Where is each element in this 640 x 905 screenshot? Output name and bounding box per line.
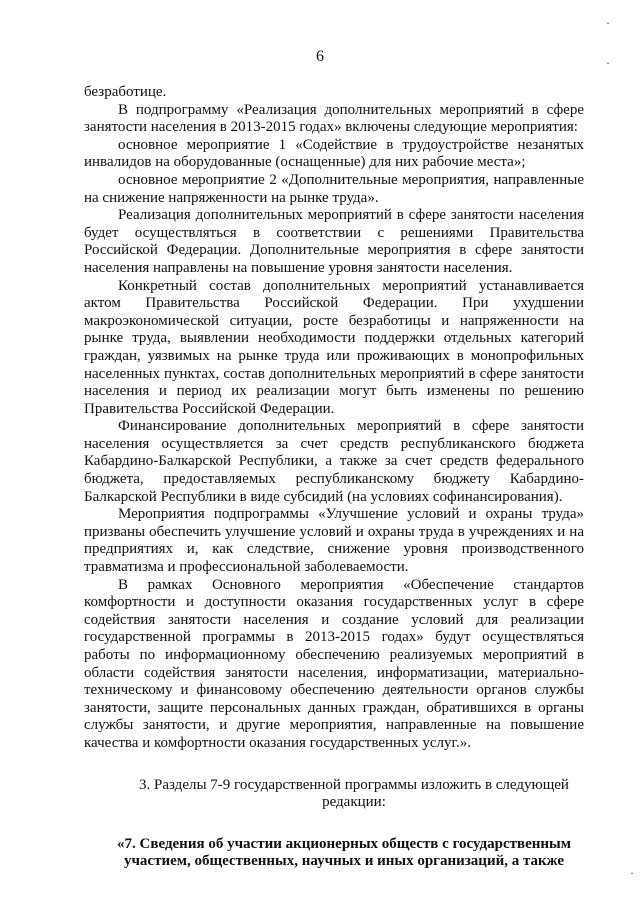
margin-mark: · bbox=[630, 866, 634, 880]
paragraph: основное мероприятие 2 «Дополнительные мероприятия, направленные на снижение напряженности на рынке труда». bbox=[84, 171, 584, 206]
page-number: 6 bbox=[316, 48, 324, 65]
document-body bbox=[84, 84, 584, 871]
paragraph: Конкретный состав дополнительных мероприятий устанавливается актом Правительства Российской Федерации. При ухудшении макроэкономической ситуации, росте безработицы и напряженности на рынке труда, выявлении необходимости поддержки отдельных категорий граждан, уязвимых на рынке труда или проживающих в монопрофильных населенных пунктах, состав дополнительных мероприятий в сфере занятости населения и период их реализации могут быть изменены по решению Правительства Российской Федерации. bbox=[84, 277, 584, 417]
paragraph: В рамках Основного мероприятия «Обеспечение стандартов комфортности и доступности оказания государственных услуг в сфере содействия занятости населения и создание условий для реализации государственной программы в 2013-2015 годах» будут осуществляться работы по информационному обеспечению реализуемых мероприятий в области содействия занятости населения, информатизации, материально-техническому и финансовому обеспечению деятельности органов службы занятости, защите персональных данных граждан, обратившихся в органы службы занятости, и другие мероприятия, направленные на повышение качества и комфортности оказания государственных услуг.». bbox=[84, 576, 584, 751]
paragraph: Реализация дополнительных мероприятий в сфере занятости населения будет осуществляться в соответствии с решениями Правительства Российской Федерации. Дополнительные мероприятия в сфере занятости населения направлены на повышение уровня занятости населения. bbox=[84, 207, 584, 276]
amendment-instruction: 3. Разделы 7-9 государственной программы изложить в следующей редакции: bbox=[139, 776, 569, 811]
paragraph: В подпрограмму «Реализация дополнительных мероприятий в сфере занятости населения в 2013-2015 годах» включены следующие мероприятия: bbox=[84, 101, 584, 136]
paragraph: основное мероприятие 1 «Содействие в трудоустройстве незанятых инвалидов на оборудованные (оснащенные) для них рабочие места»; bbox=[84, 136, 584, 171]
margin-mark: · bbox=[606, 56, 610, 70]
margin-mark: · bbox=[606, 16, 610, 30]
paragraph: Финансирование дополнительных мероприятий в сфере занятости населения осуществляется за счет средств республиканского бюджета Кабардино-Балкарской Республики, а также за счет средств федерального бюджета, предоставляемых республиканскому бюджету Кабардино-Балкарской Республики в виде субсидий (на условиях софинансирования). bbox=[84, 418, 584, 505]
paragraph: безработице. bbox=[84, 84, 167, 100]
paragraph: Мероприятия подпрограммы «Улучшение условий и охраны труда» призваны обеспечить улучшение условий и охраны труда в учреждениях и на предприятиях и, как следствие, снижение уровня производственного травматизма и профессиональной заболеваемости. bbox=[84, 506, 584, 576]
section-title: «7. Сведения об участии акционерных обществ с государственным участием, общественных, научных и иных организаций, а также bbox=[117, 835, 571, 870]
